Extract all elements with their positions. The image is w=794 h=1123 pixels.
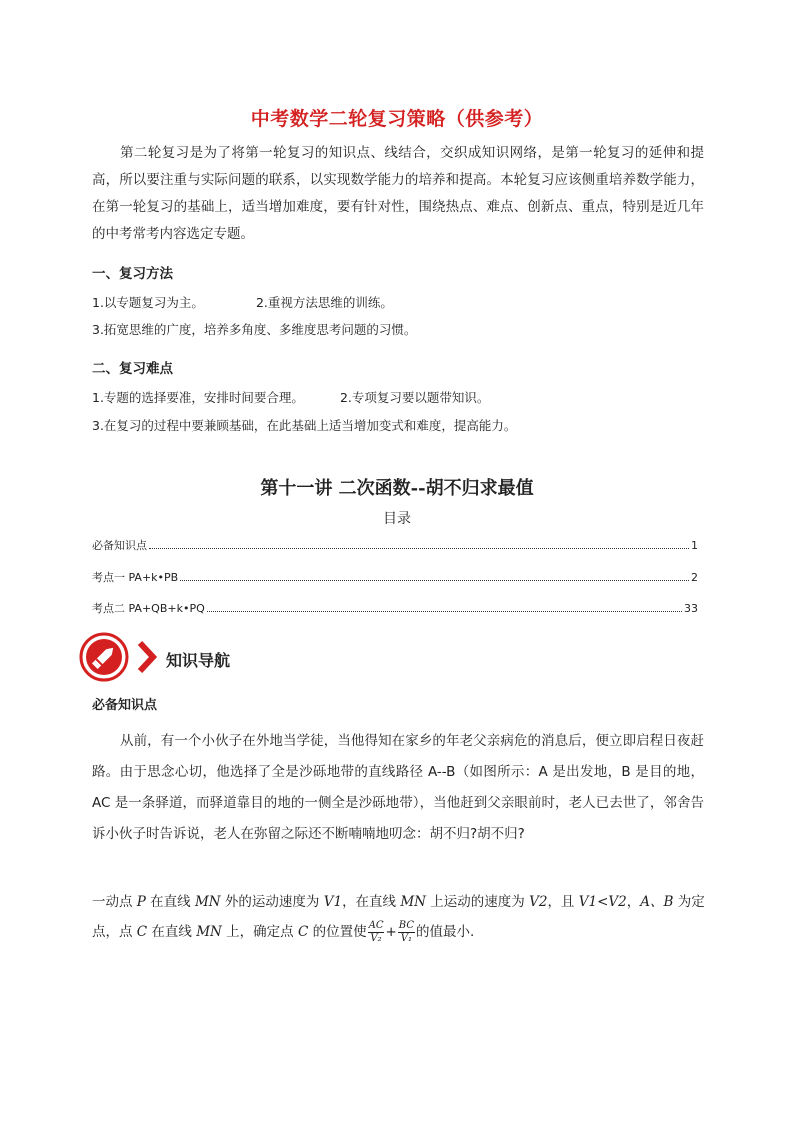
main-title: 中考数学二轮复习策略（供参考） (250, 108, 544, 130)
knowledge-nav-banner (78, 633, 230, 685)
section-heading-difficulties: 二、复习难点 (92, 361, 173, 377)
knowledge-nav-label: 知识导航 (166, 650, 231, 670)
toc-leader-dots (180, 571, 689, 581)
problem-statement: 一动点 P 在直线 MN 外的运动速度为 V1，在直线 MN 上运动的速度为 V2，且 V1<V2，A、B 为定点，点 C 在直线 MN 上，确定点 C 的位置使 $\frac{AC}{\text{V₂}}$ + $\frac{BC}{\text{V₁}}$ 的值最小. (92, 894, 705, 944)
toc-entry-page: 1 (691, 539, 698, 552)
toc-entry[interactable] (92, 569, 698, 585)
story-paragraph: 从前，有一个小伙子在外地当学徒，当他得知在家乡的年老父亲病危的消息后，便立即启程日夜赶路。由于思念心切，他选择了全是沙砾地带的直线路径 A--B（如图所示：A 是出发地，B 是目的地，AC 是一条驿道，而驿道靠目的地的一侧全是沙砾地带），当他赶到父亲眼前时，老人已去世了，邻舍告诉小伙子时告诉说，老人在弥留之际还不断喃喃地叨念：胡不归?胡不归? (92, 733, 704, 842)
toc-entry-label: 考点二 PA+QB+k•PQ (92, 602, 205, 615)
toc-entry-page: 33 (684, 602, 698, 615)
pencil-icon (78, 631, 130, 687)
fraction-ac-over-v2: $\frac{AC}{\text{V₂}}$ (368, 919, 384, 944)
intro-paragraph: 第二轮复习是为了将第一轮复习的知识点、线结合，交织成知识网络，是第一轮复习的延伸和提高，所以要注重与实际问题的联系，以实现数学能力的培养和提高。本轮复习应该侧重培养数学能力，在第一轮复习的基础上，适当增加难度，要有针对性，围绕热点、难点、创新点、重点，特别是近几年的中考常考内容选定专题。 (92, 145, 704, 242)
chevron-right-icon (136, 639, 158, 679)
section-heading-methods: 一、复习方法 (92, 266, 173, 282)
difficulties-line-1 (92, 388, 489, 406)
method-item-1: 1.以专题复习为主。 (92, 295, 204, 310)
toc-entry[interactable] (92, 600, 698, 616)
toc-entry-page: 2 (691, 571, 698, 584)
difficulty-item-1: 1.专题的选择要准，安排时间要合理。 (92, 390, 304, 405)
difficulty-item-2: 2.专项复习要以题带知识。 (339, 390, 490, 405)
toc-entry-label: 必备知识点 (92, 539, 147, 552)
toc-title: 目录 (383, 511, 411, 527)
fraction-bc-over-v1: $\frac{BC}{\text{V₁}}$ (398, 919, 414, 944)
knowledge-heading: 必备知识点 (92, 698, 158, 713)
difficulty-item-3: 3.在复习的过程中要兼顾基础，在此基础上适当增加变式和难度，提高能力。 (92, 418, 517, 433)
method-item-2: 2.重视方法思维的训练。 (255, 295, 393, 310)
toc-entry-label: 考点一 PA+k•PB (92, 571, 179, 584)
lecture-title: 第十一讲 二次函数--胡不归求最值 (260, 478, 534, 499)
toc-entry[interactable] (92, 537, 698, 553)
toc-leader-dots (149, 539, 689, 549)
methods-line-1 (92, 293, 393, 311)
method-item-3: 3.拓宽思维的广度，培养多角度、多维度思考问题的习惯。 (92, 322, 417, 337)
toc-leader-dots (207, 602, 682, 612)
